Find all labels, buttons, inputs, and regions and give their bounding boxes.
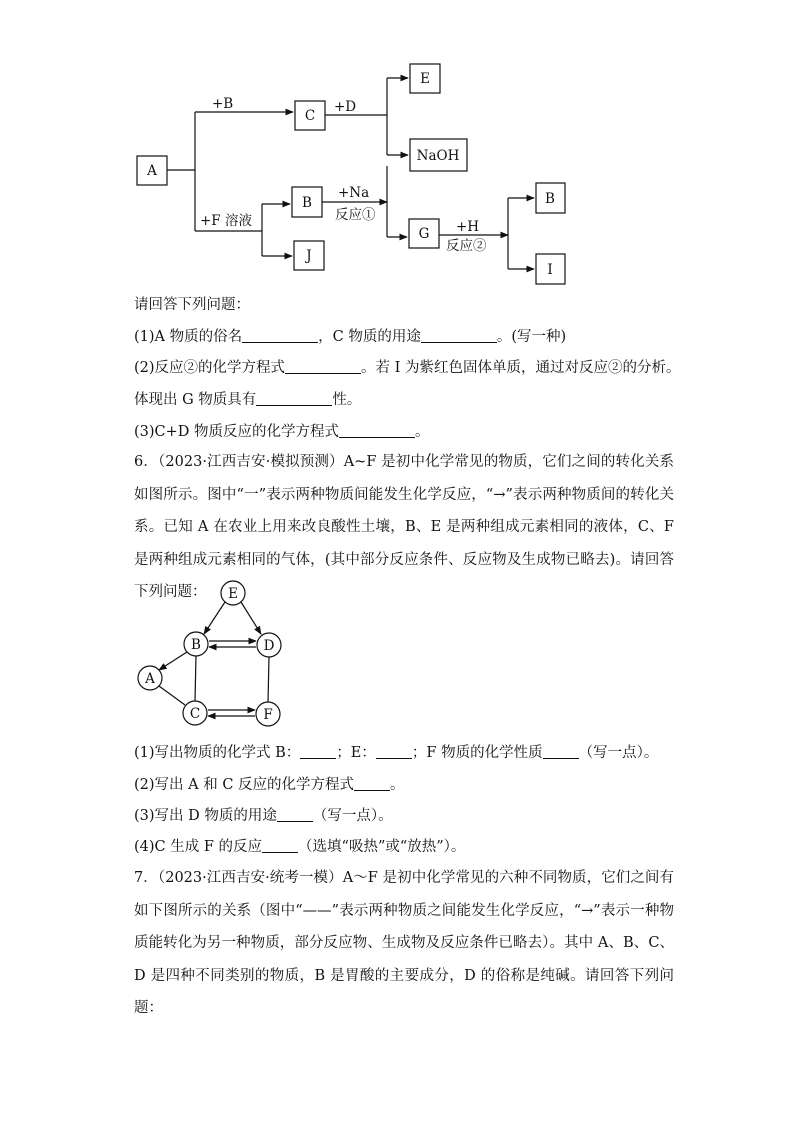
node-e-label: E <box>420 71 430 87</box>
q6-text: A~F 是初中化学常见的物质，它们之间的转化关系如图所示。图中“一”表示两种物质间能发生化学反应，“→”表示两种物质间的转化关系。已知 A 在农业上用来改良酸性土壤，B、E 是两种组成元素相同的液体，C、F 是两种组成元素相同的气体，(其中部分反应条件、反应物及生成物已略去)。请回答下列问题： <box>134 454 674 600</box>
q5-sub2-cont <box>134 390 361 410</box>
q6-sub3 <box>134 806 393 826</box>
answer-blank[interactable] <box>339 423 415 438</box>
node-e-text: E <box>228 586 238 602</box>
node-c-text: C <box>189 706 201 722</box>
q6-s3-a: (3)写出 D 物质的用途 <box>134 808 277 824</box>
answer-blank[interactable] <box>300 744 336 759</box>
q6-sub4 <box>134 837 465 857</box>
answer-blank[interactable] <box>242 328 318 343</box>
q5-s1-a: (1)A 物质的俗名 <box>134 329 243 345</box>
q5-sub2 <box>134 358 681 378</box>
q6-s1-b: ；E： <box>336 745 376 761</box>
node-g-label: G <box>418 226 430 242</box>
q5-s2-a: (2)反应②的化学方程式 <box>134 360 286 376</box>
q5-s2-b: 。若 I 为紫红色固体单质，通过对反应②的分析。 <box>361 360 681 376</box>
q5-prompt: 请回答下列问题： <box>134 297 250 313</box>
answer-blank[interactable] <box>285 359 361 374</box>
edge-label-reaction1: 反应① <box>335 207 376 223</box>
q6-sub2 <box>134 775 405 795</box>
node-b1-label: B <box>302 195 312 211</box>
q5-sub1 <box>134 327 566 347</box>
answer-blank[interactable] <box>262 838 298 853</box>
q6-s2-a: (2)写出 A 和 C 反应的化学方程式 <box>134 777 355 793</box>
node-c-label: C <box>304 108 316 124</box>
q6-s2-b: 。 <box>390 777 405 793</box>
edge-label-plus-f: +F 溶液 <box>200 213 252 229</box>
answer-blank[interactable] <box>543 744 579 759</box>
answer-blank[interactable] <box>256 391 332 406</box>
q6-sub1 <box>134 743 658 763</box>
answer-blank[interactable] <box>421 328 497 343</box>
q6-s4-b: （选填“吸热”或“放热”）。 <box>298 839 466 855</box>
q5-s2-c: 体现出 G 物质具有 <box>134 392 257 408</box>
q7-source: ．（2023·江西吉安·统考一模） <box>143 870 343 886</box>
q7-stem <box>134 862 674 1025</box>
q6-s3-b: （写一点）。 <box>312 808 393 824</box>
answer-blank[interactable] <box>277 807 313 822</box>
edge-label-plus-na: +Na <box>338 185 370 201</box>
reaction-flow-diagram <box>0 0 794 300</box>
edge-label-plus-d: +D <box>334 99 357 115</box>
q6-number: 6 <box>134 454 144 470</box>
q6-s1-d: （写一点）。 <box>578 745 659 761</box>
node-d-text: D <box>263 638 275 654</box>
node-a-label: A <box>147 163 157 179</box>
q5-s3-a: (3)C+D 物质反应的化学方程式 <box>134 424 340 440</box>
conversion-relationship-diagram <box>130 575 300 735</box>
node-b-text: B <box>191 637 201 653</box>
node-naoh-label: NaOH <box>416 148 460 164</box>
q5-sub3 <box>134 422 430 442</box>
q5-s1-b: ，C 物质的用途 <box>318 329 421 345</box>
answer-blank[interactable] <box>354 776 390 791</box>
q6-s4-a: (4)C 生成 F 的反应 <box>134 839 263 855</box>
q5-s3-b: 。 <box>415 424 430 440</box>
q7-text: A～F 是初中化学常见的六种不同物质，它们之间有如下图所示的关系（图中“——”表示两种物质之间能发生化学反应，“→”表示一种物质能转化为另一种物质，部分反应物、生成物及反应条件已略去）。其中 A、B、C、D 是四种不同类别的物质，B 是胃酸的主要成分，D 的俗称是纯碱。请回答下列问题： <box>134 870 675 1016</box>
node-j-label: J <box>306 248 312 264</box>
node-f-text: F <box>263 707 273 723</box>
q6-source: ．（2023·江西吉安·模拟预测） <box>143 454 344 470</box>
q6-s1-a: (1)写出物质的化学式 B： <box>134 745 301 761</box>
edge-label-plus-h: +H <box>456 219 480 235</box>
answer-blank[interactable] <box>376 744 412 759</box>
node-a-text: A <box>145 671 155 687</box>
q5-s2-d: 性。 <box>332 392 362 408</box>
node-b2-label: B <box>545 191 555 207</box>
q6-s1-c: ；F 物质的化学性质 <box>411 745 543 761</box>
q7-number: 7 <box>134 870 144 886</box>
edge-label-reaction2: 反应② <box>446 238 487 254</box>
node-i-label: I <box>547 262 553 278</box>
edge-label-plus-b: +B <box>212 96 234 112</box>
q5-s1-c: 。(写一种) <box>496 329 567 345</box>
